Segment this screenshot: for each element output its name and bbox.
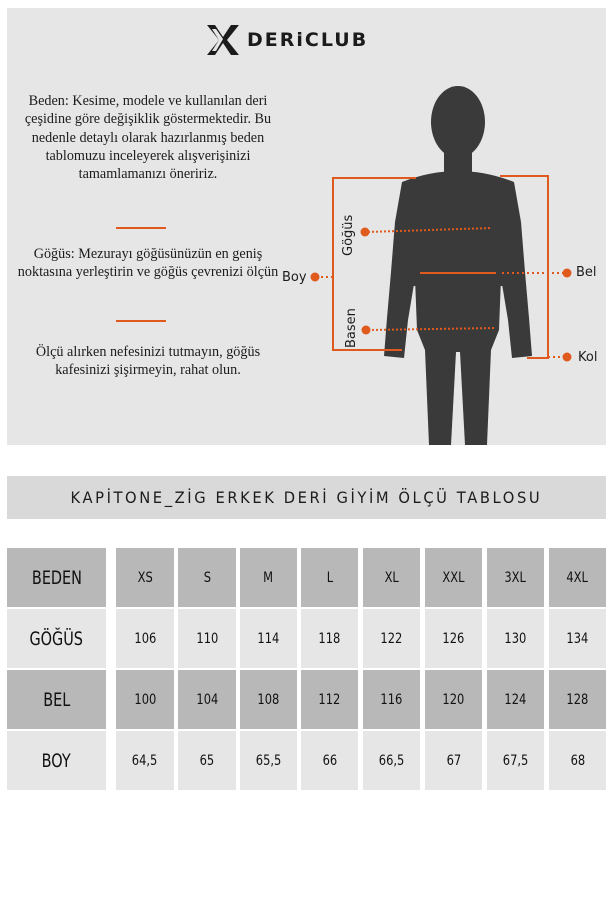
size-header-cell: XXL: [425, 548, 482, 607]
table-cell: 68: [549, 731, 606, 790]
row-label-gogus: GÖĞÜS: [7, 609, 106, 668]
size-header-cell: 4XL: [549, 548, 606, 607]
size-table-title: KAPİTONE_ZİG ERKEK DERİ GİYİM ÖLÇÜ TABLOSU: [70, 488, 543, 507]
table-cell: 64,5: [116, 731, 174, 790]
brand-mark-icon: [205, 22, 241, 58]
size-header-cell: XL: [363, 548, 420, 607]
row-label-boy: BOY: [7, 731, 106, 790]
size-header-cell: M: [240, 548, 297, 607]
table-cell: 112: [301, 670, 358, 729]
divider: [116, 320, 166, 322]
size-header-cell: L: [301, 548, 358, 607]
table-cell: 130: [487, 609, 544, 668]
divider: [116, 227, 166, 229]
size-table-title-bar: [7, 476, 606, 519]
measure-label-gogus: Göğüs: [341, 214, 356, 256]
human-silhouette-icon: [384, 86, 532, 445]
table-cell: 122: [363, 609, 420, 668]
table-cell: 114: [240, 609, 297, 668]
size-header-cell: XS: [116, 548, 174, 607]
table-cell: 118: [301, 609, 358, 668]
measure-label-bel: Bel: [576, 265, 597, 280]
table-cell: 106: [116, 609, 174, 668]
size-header-cell: S: [178, 548, 236, 607]
table-cell: 100: [116, 670, 174, 729]
row-label-bel: BEL: [7, 670, 106, 729]
measure-label-kol: Kol: [578, 350, 598, 365]
guide-paragraph-tip: Ölçü alırken nefesinizi tutmayın, göğüs kafesinizi şişirmeyin, rahat olun.: [35, 344, 261, 379]
table-cell: 66,5: [363, 731, 420, 790]
brand-name: DERiCLUB: [247, 29, 369, 51]
table-cell: 104: [178, 670, 236, 729]
table-cell: 120: [425, 670, 482, 729]
table-cell: 110: [178, 609, 236, 668]
body-silhouette-figure: [280, 80, 606, 445]
table-cell: 134: [549, 609, 606, 668]
size-header-cell: 3XL: [487, 548, 544, 607]
measure-label-basen: Basen: [344, 308, 359, 348]
table-cell: 126: [425, 609, 482, 668]
table-cell: 128: [549, 670, 606, 729]
guide-paragraph-gogus: Göğüs: Mezurayı göğüsünüzün en geniş noktasına yerleştirin ve göğüs çevrenizi ölçün: [17, 246, 279, 281]
row-label-beden: BEDEN: [7, 548, 106, 607]
table-cell: 67,5: [487, 731, 544, 790]
table-cell: 66: [301, 731, 358, 790]
table-cell: 67: [425, 731, 482, 790]
table-cell: 124: [487, 670, 544, 729]
brand-logo: [205, 22, 368, 58]
guide-paragraph-beden: Beden: Kesime, modele ve kullanılan deri çeşidine göre değişiklik göstermektedir. Bu nedenle detaylı olarak hazırlanmış beden tablomuzu inceleyerek alışverişinizi tamamlamanızı öneririz.: [24, 93, 272, 183]
table-cell: 65,5: [240, 731, 297, 790]
table-cell: 65: [178, 731, 236, 790]
measure-label-boy: Boy: [282, 270, 307, 285]
table-cell: 108: [240, 670, 297, 729]
table-cell: 116: [363, 670, 420, 729]
